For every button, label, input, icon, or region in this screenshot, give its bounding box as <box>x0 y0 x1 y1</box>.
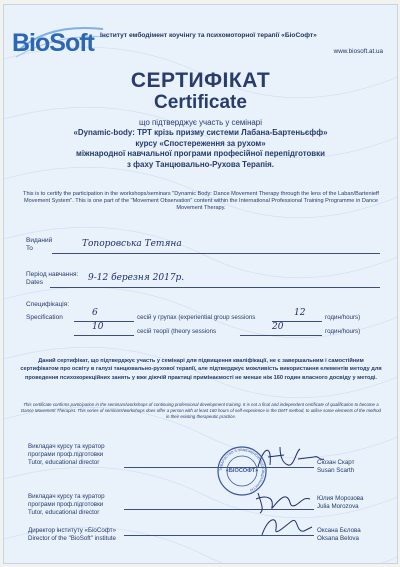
issued-label <box>26 237 52 253</box>
signer3-name-en: Oksana Belova <box>317 535 359 542</box>
period-label-ua: Період навчання: <box>26 271 79 278</box>
signer3-signature <box>256 511 316 541</box>
title-ua: СЕРТИФІКАТ <box>130 69 271 92</box>
signer2-role-en: Tutor, educational director <box>28 509 100 516</box>
spec-row2-hours: 20 <box>272 322 284 332</box>
spec-row2-hours-line <box>240 335 322 336</box>
signer1-role <box>28 443 105 467</box>
body-ua <box>14 118 387 170</box>
signer3-name <box>317 527 361 543</box>
issued-label-en: To <box>26 245 33 252</box>
signer3-role-ua: Директор інституту «БіоСофт» <box>28 527 117 534</box>
signer3-name-ua: Оксана Бєлова <box>317 527 361 534</box>
spec-row1-hours: 12 <box>294 308 306 318</box>
institute-name: Інститут ембодімент коучінгу та психомоторної терапії «БіоСофт» <box>100 32 317 39</box>
body-en: This is to certify the participation in the workshops/seminars "Dynamic Body: Dance Movement Therapy through the lens of the Laban/Bartenieff Movement System". This is one part of the "Movement Observation" content within the International Professional Training Programme in Dance Movement Therapy. <box>23 191 379 212</box>
issued-value: Топоровська Тетяна <box>82 239 182 249</box>
spec-row2-text: сесій теорії (theory sessions <box>137 328 217 335</box>
signer1-name-en: Susan Scarth <box>317 467 355 474</box>
signer1-role-ua: Викладач курсу та куратор <box>28 443 105 450</box>
period-label <box>26 271 78 287</box>
spec-row1-text: сесій у групах (experiential group sessions <box>137 314 256 321</box>
issued-underline <box>52 253 380 254</box>
signer1-role-en: Tutor, educational director <box>28 459 100 466</box>
period-underline <box>50 287 380 288</box>
signer2-role-ua: Викладач курсу та куратор <box>28 493 105 500</box>
signer1-name-ua: Сюзан Скарт <box>317 459 355 466</box>
spec-label-en: Specification <box>26 314 63 321</box>
spec-row2-unit: годин/hours) <box>325 328 361 335</box>
spec-row1-num: 6 <box>92 308 98 318</box>
signer2-name-en: Julia Morozova <box>317 503 359 510</box>
title-en: Certificate <box>154 92 247 113</box>
body-ua-line2: «Dynamic-body: ТРТ крізь призму системи Лабана-Бартеньєфф» <box>73 128 328 138</box>
seal-ring-text: ТОВАРИСТВО З ОБМЕЖЕНОЮ ВІДПОВІДАЛЬНІСТЮ <box>218 447 266 493</box>
signer3-role-en: Director of the "BioSoft" institute <box>28 535 116 542</box>
signer2-role-ua2: програми проф.підготовки <box>28 501 104 508</box>
signer2-role <box>28 493 105 517</box>
body-ua-line3: курсу «Спостереження за рухом» <box>135 138 266 148</box>
logo-text: BioSoft <box>12 29 94 57</box>
issued-label-ua: Виданий <box>26 237 53 244</box>
disclaimer-en: This certificate confirms participation in the seminars/workshops of continuing professional development training. It is not a final and independent certificate of qualification to become a Dance Movement Therapist. This series of seminars/workshops does offer a person with at least 160 hours of self-experience in the DMT method, to utilise some elements of the method in their existing therapeutic practice. <box>21 402 381 419</box>
institute-seal-icon <box>216 445 268 497</box>
spec-row1-num-line <box>74 321 134 322</box>
signer2-name-ua: Юлия Морозова <box>317 495 364 502</box>
period-label-en: Dates <box>26 279 43 286</box>
disclaimer-ua: Даний сертифікат, що підтверджує участь у семінарі для підвищення кваліфікації, не є завершальним і самостійним сертифікатом про освіту в галузі танцювально-рухової терапії, але підтверджує можливість використання елементів методу для проведення психокорекційних занять у вже діючій практиці примінаємості не менше ніж 160 годин власного досвіду у методі. <box>20 358 382 381</box>
body-ua-line4: міжнародної навчальної програми професійної перепідготовки <box>76 149 325 159</box>
spec-row2-num: 10 <box>92 322 104 332</box>
spec-label-ua: Специфікація: <box>26 301 70 308</box>
spec-row2-num-line <box>74 335 134 336</box>
certificate-page <box>3 4 398 564</box>
spec-row1-unit: годин/hours) <box>325 314 361 321</box>
signer3-role <box>28 527 116 543</box>
period-value: 9-12 березня 2017р. <box>88 273 185 283</box>
body-ua-line5: з фаху Танцювально-Рухова Терапія. <box>127 159 274 169</box>
seal-center-text: «БІОСОФТ» <box>225 468 259 474</box>
website: www.biosoft.at.ua <box>333 48 383 55</box>
signer2-name <box>317 495 363 511</box>
signer1-role-ua2: програми проф.підготовки <box>28 451 104 458</box>
body-ua-line1: що підтверджує участь у семінарі <box>139 118 262 127</box>
